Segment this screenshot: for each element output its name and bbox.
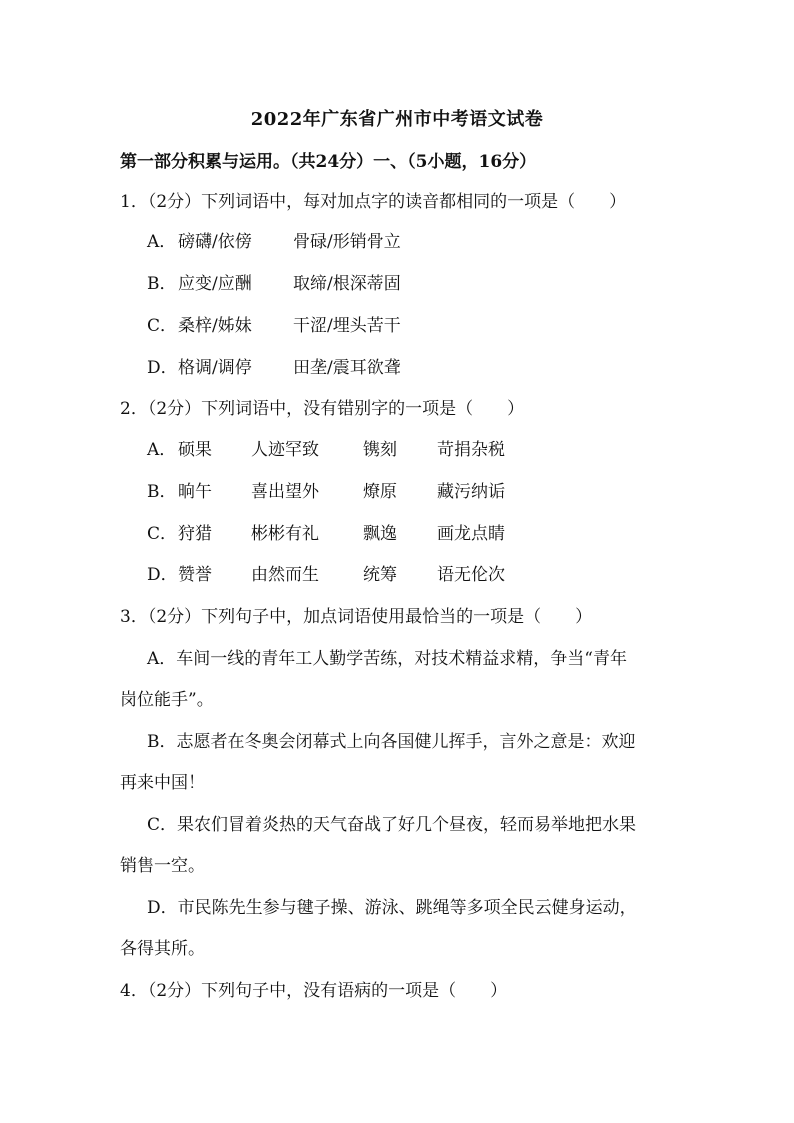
question-3-option-c-line2: 销售一空。 <box>120 856 205 876</box>
option-letter: C． <box>147 316 178 336</box>
option-word: 应变/应酬 <box>178 274 252 294</box>
question-3-stem: 3．（2分）下列句子中，加点词语使用最恰当的一项是（ ） <box>120 607 593 627</box>
question-3-option-b-line2: 再来中国！ <box>120 773 205 793</box>
option-word: 人迹罕致 <box>251 440 319 460</box>
option-word: 画龙点睛 <box>437 524 505 544</box>
option-letter: C． <box>147 524 178 544</box>
option-letter: A． <box>147 232 177 252</box>
option-word: 桑梓/姊妹 <box>178 316 252 336</box>
option-word: 语无伦次 <box>437 565 505 585</box>
option-word: 飘逸 <box>363 524 397 544</box>
option-word: 磅礴/依傍 <box>178 232 252 252</box>
option-letter: D． <box>147 358 178 378</box>
question-3-option-a-line1: A．车间一线的青年工人勤学苦练，对技术精益求精，争当“青年 <box>147 649 627 669</box>
option-letter: D． <box>147 565 178 585</box>
section-heading: 第一部分积累与运用。（共24分）一、（5小题，16分） <box>120 152 537 172</box>
question-3-option-a-line2: 岗位能手”。 <box>120 690 214 710</box>
option-word: 取缔/根深蒂固 <box>293 274 401 294</box>
question-1-stem: 1．（2分）下列词语中，每对加点字的读音都相同的一项是（ ） <box>120 192 627 212</box>
option-letter: B． <box>147 482 177 502</box>
option-word: 由然而生 <box>251 565 319 585</box>
option-word: 干涩/埋头苦干 <box>293 316 401 336</box>
option-word: 田垄/震耳欲聋 <box>293 358 401 378</box>
option-word: 镌刻 <box>363 440 397 460</box>
option-word: 晌午 <box>178 482 212 502</box>
option-word: 狩猎 <box>178 524 212 544</box>
option-letter: A． <box>147 440 177 460</box>
option-letter: B． <box>147 274 177 294</box>
exam-title: 2022年广东省广州市中考语文试卷 <box>250 109 544 130</box>
option-word: 苛捐杂税 <box>437 440 505 460</box>
question-2-stem: 2．（2分）下列词语中，没有错别字的一项是（ ） <box>120 399 525 419</box>
option-word: 喜出望外 <box>251 482 319 502</box>
question-3-option-d-line2: 各得其所。 <box>120 939 205 959</box>
option-word: 骨碌/形销骨立 <box>293 232 401 252</box>
option-word: 格调/调停 <box>178 358 252 378</box>
option-word: 硕果 <box>178 440 212 460</box>
option-word: 彬彬有礼 <box>251 524 319 544</box>
option-word: 统筹 <box>363 565 397 585</box>
question-3-option-c-line1: C．果农们冒着炎热的天气奋战了好几个昼夜，轻而易举地把水果 <box>147 815 637 835</box>
question-3-option-b-line1: B．志愿者在冬奥会闭幕式上向各国健儿挥手，言外之意是：欢迎 <box>147 732 636 752</box>
option-word: 燎原 <box>363 482 397 502</box>
option-word: 赞誉 <box>178 565 212 585</box>
question-3-option-d-line1: D．市民陈先生参与毽子操、游泳、跳绳等多项全民云健身运动， <box>147 898 637 918</box>
option-word: 藏污纳诟 <box>437 482 505 502</box>
question-4-stem: 4．（2分）下列句子中，没有语病的一项是（ ） <box>120 981 508 1001</box>
